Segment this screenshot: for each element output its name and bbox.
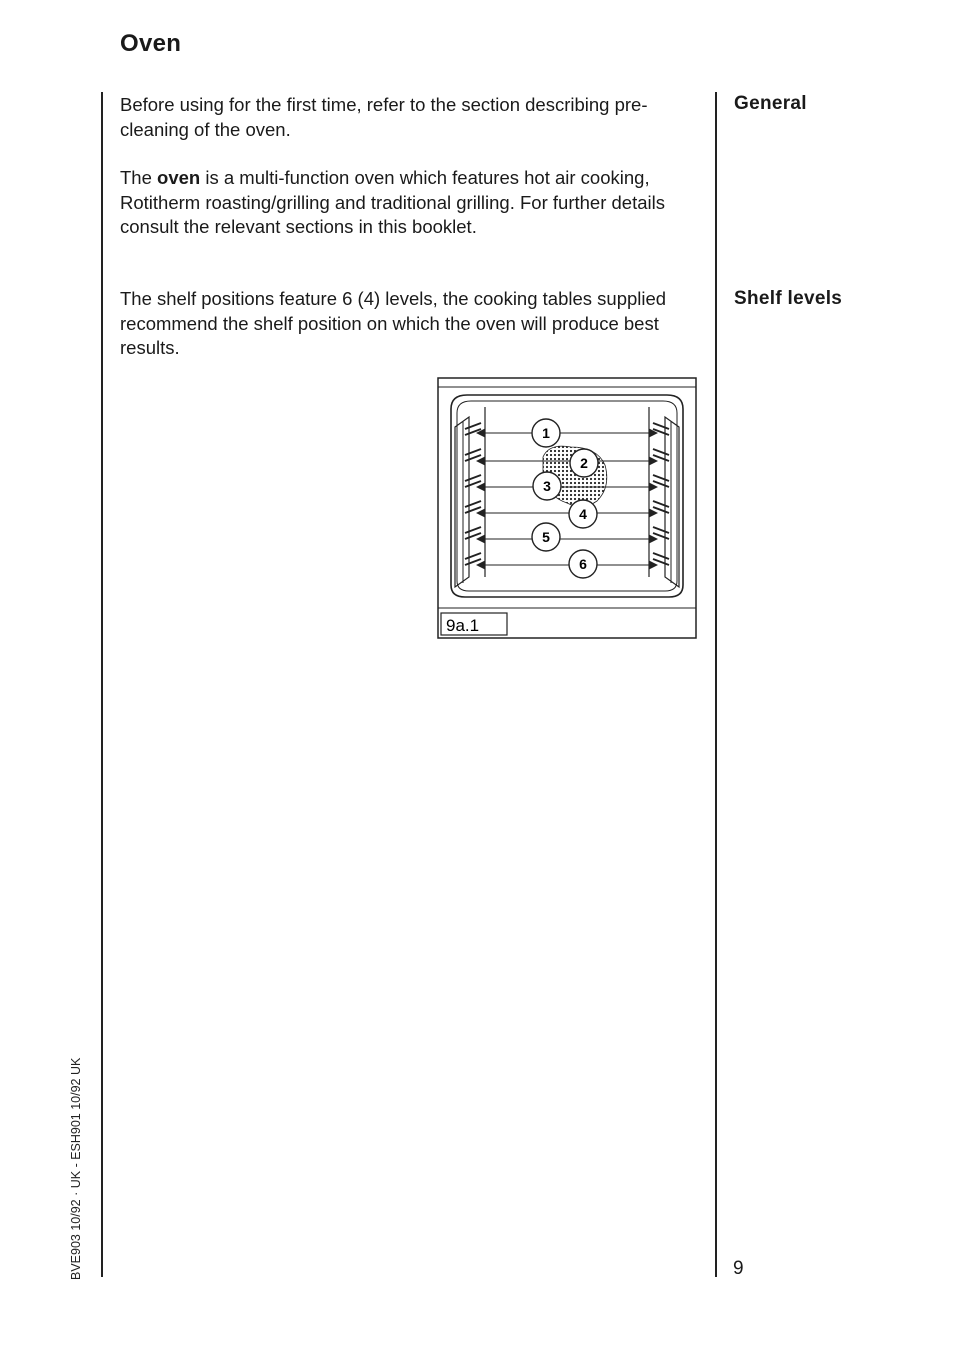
shelf-number-2 <box>570 449 598 477</box>
paragraph-shelf-positions: The shelf positions feature 6 (4) levels, the cooking tables supplied recommend the shelf position on which the oven will produce best results. <box>120 288 667 358</box>
svg-text:1: 1 <box>542 425 550 441</box>
heading-general: General <box>734 93 807 114</box>
oven-shelf-diagram <box>437 377 697 639</box>
svg-text:2: 2 <box>580 455 588 471</box>
right-column-rule <box>715 92 717 1277</box>
shelf-number-3 <box>533 472 561 500</box>
svg-text:4: 4 <box>579 506 587 522</box>
shelf-number-5 <box>532 523 560 551</box>
paragraph-pre-cleaning: Before using for the first time, refer to the section describing pre-cleaning of the oven. <box>120 94 648 140</box>
page-number: 9 <box>733 1258 744 1279</box>
paragraph-oven-description: The oven is a multi-function oven which features hot air cooking, Rotitherm roasting/grilling and traditional grilling. For further details consult the relevant sections in this booklet. <box>120 167 665 237</box>
shelf-number-6 <box>569 550 597 578</box>
figure-label: 9a.1 <box>446 616 480 635</box>
left-margin-rule <box>101 92 103 1277</box>
page-title: Oven <box>120 30 182 57</box>
svg-text:5: 5 <box>542 529 550 545</box>
heading-shelf-levels: Shelf levels <box>734 288 843 309</box>
svg-text:3: 3 <box>543 478 551 494</box>
shelf-number-1 <box>532 419 560 447</box>
oven-bold-term: oven <box>157 167 201 188</box>
footer-code-vertical: BVE903 10/92 · UK - ESH901 10/92 UK <box>69 1057 83 1280</box>
svg-text:6: 6 <box>579 556 587 572</box>
shelf-number-4 <box>569 500 597 528</box>
